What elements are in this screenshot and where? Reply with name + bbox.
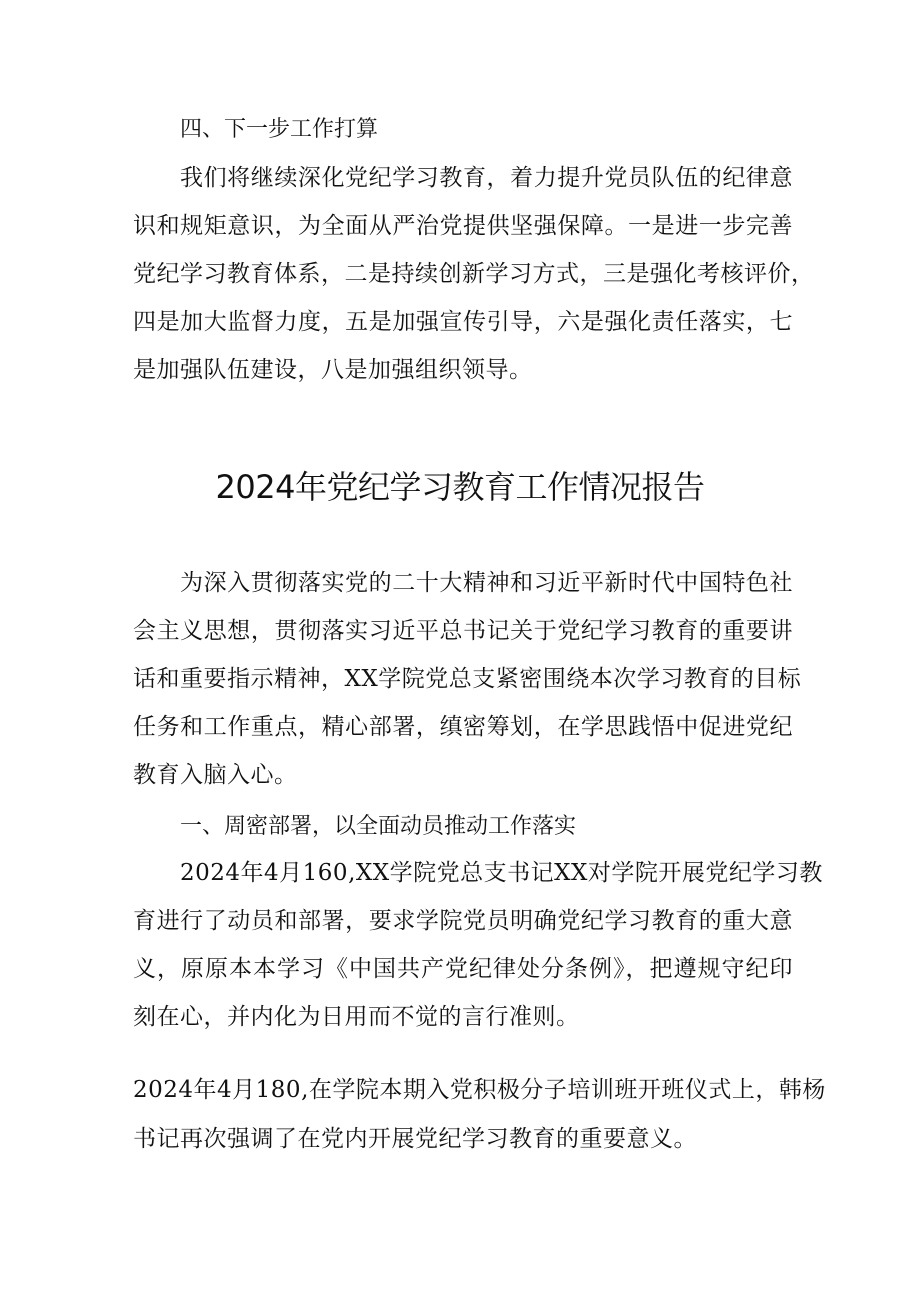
- para1-line: 育进行了动员和部署，要求学院党员明确党纪学习教育的重大意: [133, 908, 793, 934]
- section-4-line: 识和规矩意识，为全面从严治党提供坚强保障。一是进一步完善: [133, 213, 793, 239]
- intro-line: 话和重要指示精神，XX学院党总支紧密围绕本次学习教育的目标: [133, 666, 802, 692]
- para2-line: 2024年4月180,在学院本期入党积极分子培训班开班仪式上，韩杨: [133, 1077, 826, 1103]
- para1-line: 刻在心，并内化为日用而不觉的言行准则。: [133, 1004, 580, 1030]
- intro-line: 教育入脑入心。: [133, 762, 298, 788]
- section-4-heading: 四、下一步工作打算: [180, 117, 379, 142]
- section-4-line: 是加强队伍建设，八是加强组织领导。: [133, 357, 533, 383]
- section-4-line: 党纪学习教育体系，二是持续创新学习方式，三是强化考核评价，: [133, 261, 815, 287]
- intro-line: 为深入贯彻落实党的二十大精神和习近平新时代中国特色社: [180, 570, 793, 596]
- para1-line: 义，原原本本学习《中国共产党纪律处分条例》，把遵规守纪印: [133, 956, 793, 982]
- intro-line: 任务和工作重点，精心部署，缜密筹划，在学思践悟中促进党纪: [133, 714, 793, 740]
- intro-line: 会主义思想，贯彻落实习近平总书记关于党纪学习教育的重要讲: [133, 618, 793, 644]
- section-4-line: 四是加大监督力度，五是加强宣传引导，六是强化责任落实，七: [133, 309, 793, 335]
- section-1-heading: 一、周密部署，以全面动员推动工作落实: [180, 814, 577, 839]
- para1-line: 2024年4月160,XX学院党总支书记XX对学院开展党纪学习教: [180, 860, 823, 886]
- report-title: 2024年党纪学习教育工作情况报告: [215, 468, 705, 506]
- section-4-line: 我们将继续深化党纪学习教育，着力提升党员队伍的纪律意: [180, 165, 793, 191]
- para2-line: 书记再次强调了在党内开展党纪学习教育的重要意义。: [133, 1126, 697, 1152]
